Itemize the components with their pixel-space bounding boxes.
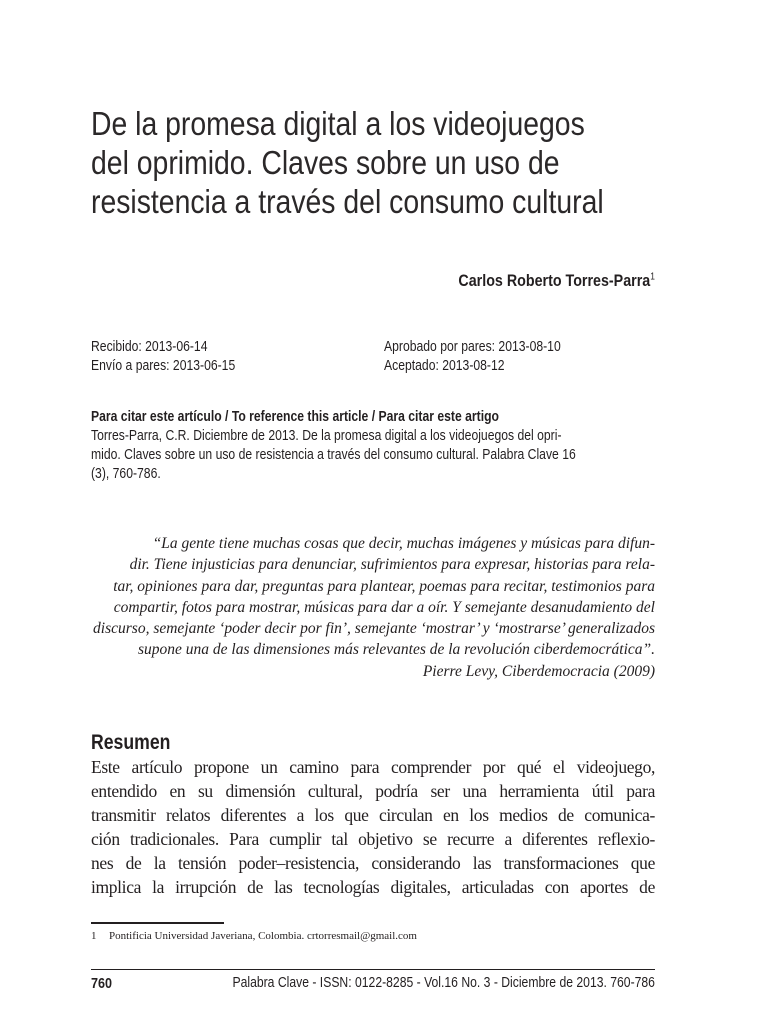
title-line: resistencia a través del consumo cultural xyxy=(91,183,604,220)
epigraph-attribution: Pierre Levy, Ciberdemocracia (2009) xyxy=(422,662,655,680)
epigraph-line: discurso, semejante ‘poder decir por fin’, semejante ‘mostrar’ y ‘mostrarse’ generalizados xyxy=(93,620,655,638)
dates-left xyxy=(91,338,235,376)
abstract-heading: Resumen xyxy=(91,731,171,754)
journal-footer: Palabra Clave - ISSN: 0122-8285 - Vol.16 No. 3 - Diciembre de 2013. 760-786 xyxy=(232,975,655,991)
epigraph xyxy=(93,533,655,682)
footnote-divider xyxy=(91,922,224,924)
citation-line: Torres-Parra, C.R. Diciembre de 2013. De la promesa digital a los videojuegos del opri- xyxy=(91,428,562,444)
accepted-date: Aceptado: 2013-08-12 xyxy=(384,358,505,374)
epigraph-line: supone una de las dimensiones más relevantes de la revolución ciberdemocrática”. xyxy=(138,641,655,659)
article-title xyxy=(91,104,687,221)
citation-heading: Para citar este artículo / To reference this article / Para citar este artigo xyxy=(91,409,499,425)
title-line: del oprimido. Claves sobre un uso de xyxy=(91,144,560,181)
abstract-body xyxy=(91,755,655,899)
citation-line: (3), 760-786. xyxy=(91,466,161,482)
dates-right xyxy=(384,338,561,376)
approved-date: Aprobado por pares: 2013-08-10 xyxy=(384,339,561,355)
author xyxy=(459,271,655,291)
footnote-number: 1 xyxy=(91,930,97,942)
citation-block xyxy=(91,408,655,484)
author-name: Carlos Roberto Torres-Parra xyxy=(458,271,651,290)
abstract-line: entendido en su dimensión cultural, podría ser una herramienta útil para xyxy=(91,781,655,801)
epigraph-line: compartir, fotos para mostrar, músicas para dar a oír. Y semejante desanudamiento del xyxy=(113,598,655,616)
epigraph-line: dir. Tiene injusticias para denunciar, sufrimientos para expresar, historias para rela- xyxy=(129,556,655,574)
epigraph-line: tar, opiniones para dar, preguntas para plantear, poemas para recitar, testimonios para xyxy=(113,577,655,595)
received-date: Recibido: 2013-06-14 xyxy=(91,339,208,355)
abstract-line: ción tradicionales. Para cumplir tal objetivo se recurre a diferentes reflexio- xyxy=(91,829,655,849)
footer-divider xyxy=(91,969,655,970)
footnote xyxy=(91,930,417,942)
abstract-line: nes de la tensión poder–resistencia, considerando las transformaciones que xyxy=(91,853,655,873)
title-line: De la promesa digital a los videojuegos xyxy=(91,105,585,142)
abstract-line: Este artículo propone un camino para comprender por qué el videojuego, xyxy=(91,757,655,777)
abstract-line: transmitir relatos diferentes a los que circulan en los medios de comunica- xyxy=(91,805,655,825)
footnote-text: Pontificia Universidad Javeriana, Colombia. crtorresmail@gmail.com xyxy=(109,930,417,942)
page-number: 760 xyxy=(91,975,113,992)
epigraph-line: “La gente tiene muchas cosas que decir, muchas imágenes y músicas para difun- xyxy=(152,535,655,552)
author-footnote-ref: 1 xyxy=(650,271,655,283)
citation-line: mido. Claves sobre un uso de resistencia a través del consumo cultural. Palabra Clave 16 xyxy=(91,447,576,463)
abstract-line: implica la irrupción de las tecnologías digitales, articuladas con aportes de xyxy=(91,877,655,897)
sent-date: Envío a pares: 2013-06-15 xyxy=(91,358,236,374)
